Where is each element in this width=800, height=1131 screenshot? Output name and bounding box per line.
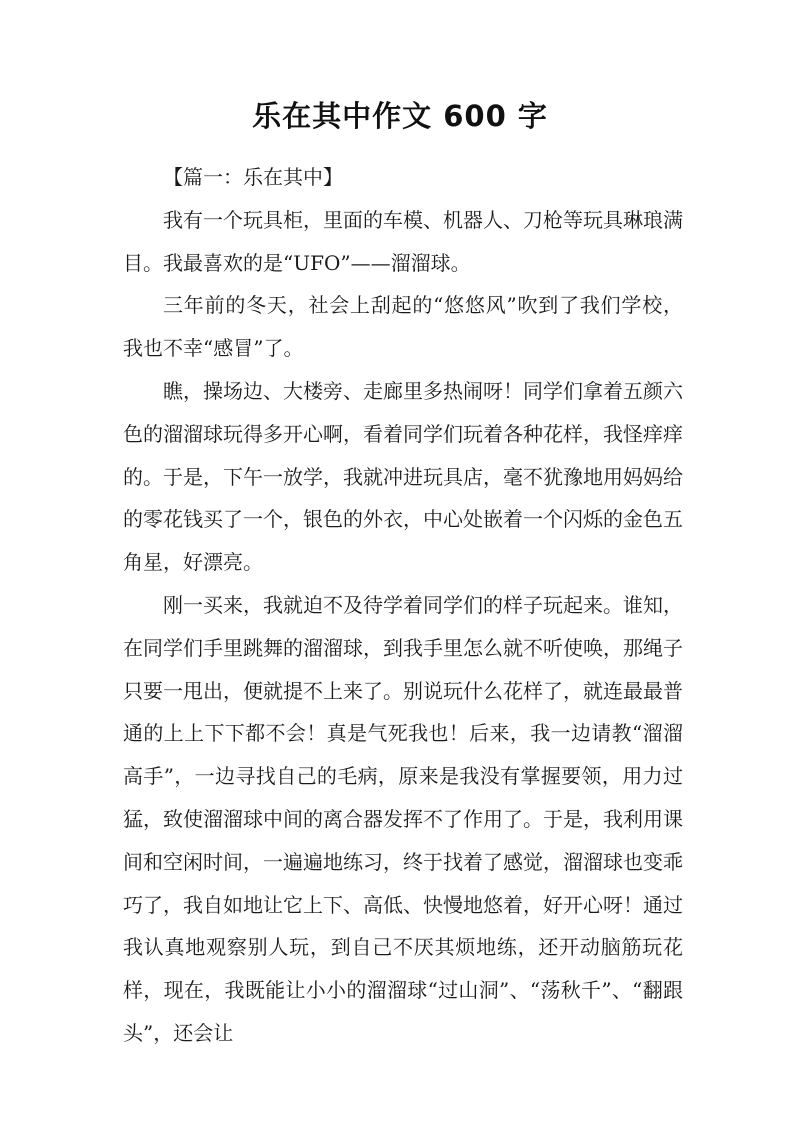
paragraph: 三年前的冬天，社会上刮起的“悠悠风”吹到了我们学校，我也不幸“感冒”了。 <box>123 293 683 361</box>
section-heading: 【篇一：乐在其中】 <box>163 165 343 189</box>
paragraph: 瞧，操场边、大楼旁、走廊里多热闹呀！同学们拿着五颜六色的溜溜球玩得多开心啊，看着同学们玩着各种花样，我怪痒痒的。于是，下午一放学，我就冲进玩具店，毫不犹豫地用妈妈给的零花钱买了一个，银色的外衣，中心处嵌着一个闪烁的金色五角星，好漂亮。 <box>123 378 683 575</box>
paragraph: 刚一买来，我就迫不及待学着同学们的样子玩起来。谁知，在同学们手里跳舞的溜溜球，到我手里怎么就不听使唤，那绳子只要一甩出，便就提不上来了。别说玩什么花样了，就连最最普通的上上下下都不会！真是气死我也！后来，我一边请教“溜溜高手”，一边寻找自己的毛病，原来是我没有掌握要领，用力过猛，致使溜溜球中间的离合器发挥不了作用了。于是，我利用课间和空闲时间，一遍遍地练习，终于找着了感觉，溜溜球也变乖巧了，我自如地让它上下、高低、快慢地悠着，好开心呀！通过我认真地观察别人玩，到自己不厌其烦地练，还开动脑筋玩花样，现在，我既能让小小的溜溜球“过山洞”、“荡秋千”、“翻跟头”，还会让 <box>123 592 683 1045</box>
document-body <box>123 156 683 1055</box>
document-title: 乐在其中作文 600 字 <box>252 99 548 133</box>
paragraph: 我有一个玩具柜，里面的车模、机器人、刀枪等玩具琳琅满目。我最喜欢的是“UFO”——溜溜球。 <box>123 207 683 275</box>
